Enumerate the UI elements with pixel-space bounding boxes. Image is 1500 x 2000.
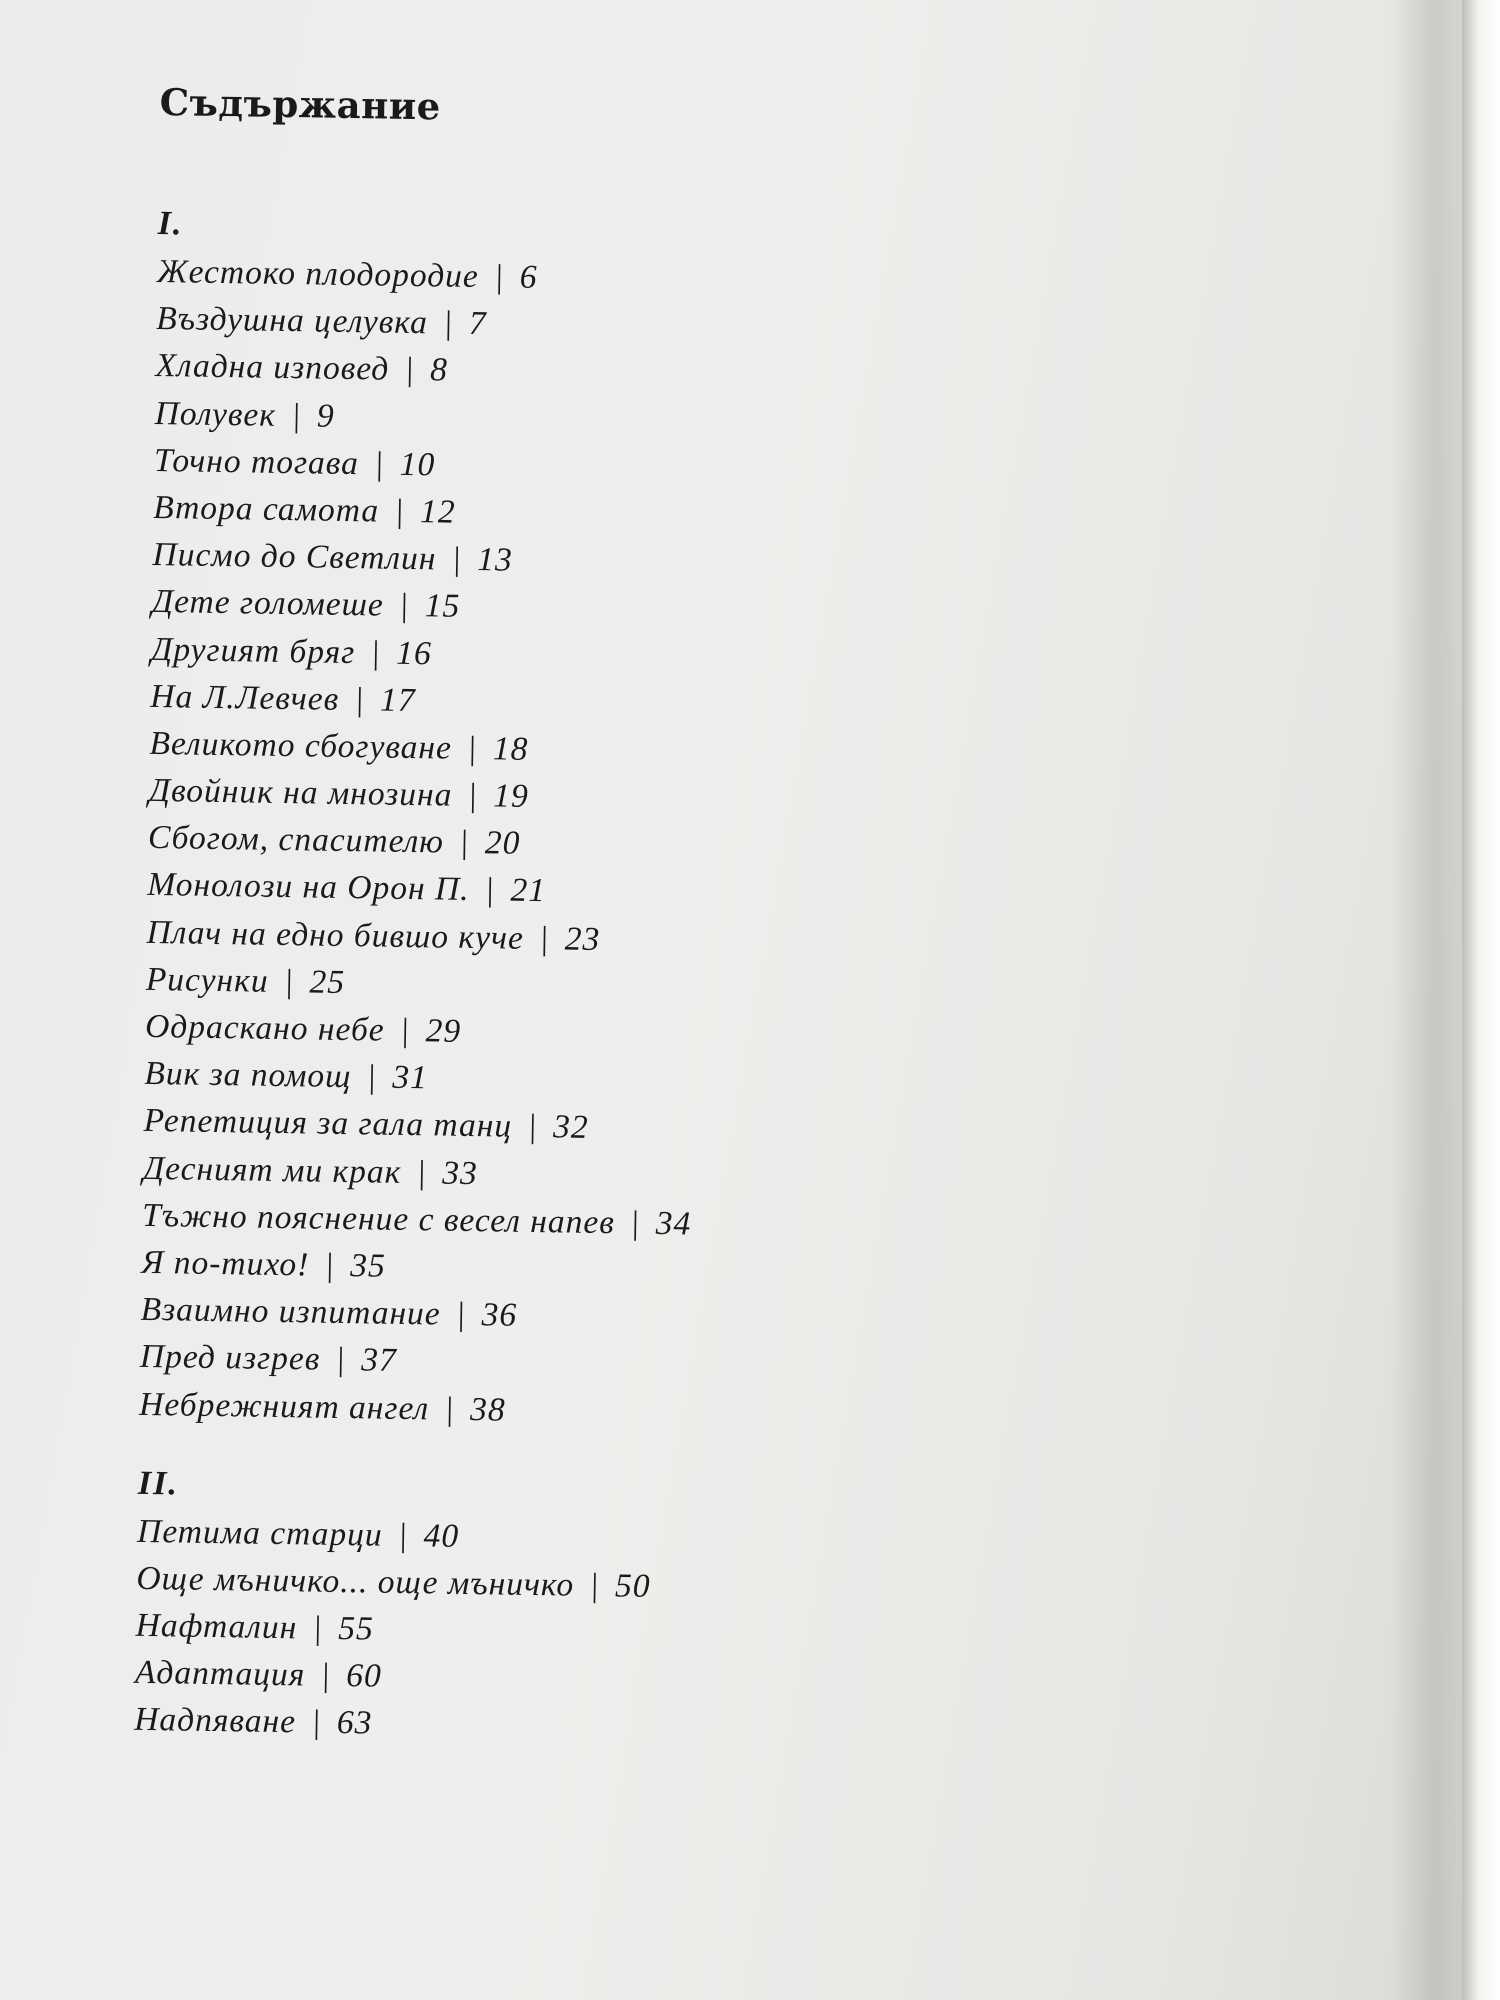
separator: | [366,1058,378,1096]
separator: | [455,1295,467,1334]
entry-page-number: 36 [481,1296,518,1334]
toc-title: Съдържание [159,80,442,129]
entry-page-number: 29 [425,1012,462,1050]
entry-page-number: 10 [399,445,436,484]
entry-page-number: 38 [469,1390,506,1429]
separator: | [397,1516,409,1554]
entry-page-number: 25 [309,963,346,1001]
entry-page-number: 12 [419,493,456,531]
entry-page-number: 7 [468,305,487,343]
entry-title: Десният ми крак [142,1149,402,1191]
toc-section-1 [139,200,1058,1442]
entry-title: Тъжно пояснение с весел напев [141,1196,616,1242]
entry-title: Хладна изповед [155,347,390,389]
separator: | [459,824,470,862]
entry-title: Я по-тихо! [141,1243,310,1284]
separator: | [312,1609,324,1647]
entry-page-number: 63 [336,1704,373,1742]
separator: | [589,1566,600,1604]
entry-page-number: 18 [492,730,529,768]
entry-page-number: 33 [442,1154,479,1192]
entry-page-number: 8 [429,351,449,389]
separator: | [394,492,406,530]
entry-page-number: 23 [564,920,601,958]
entry-page-number: 17 [379,681,416,719]
entry-page-number: 60 [345,1657,383,1695]
entry-page-number: 21 [510,872,547,910]
entry-page-number: 31 [392,1058,429,1097]
entry-title: Пред изгрев [139,1338,321,1378]
separator: | [467,776,479,815]
entry-title: Монолози на Орон П. [147,866,470,909]
entry-title: Одраскано небе [144,1007,386,1049]
entry-title: Жестоко плодородие [156,252,480,296]
separator: | [324,1246,336,1284]
page-edge [1462,0,1500,2000]
entry-title: Писмо до Светлин [152,536,437,578]
entry-title: Двойник на мнозина [148,771,453,814]
entry-page-number: 35 [350,1247,387,1285]
entry-title: Точно тогава [153,441,360,482]
entry-title: Втора самота [152,488,380,530]
separator: | [335,1341,347,1379]
entry-page-number: 32 [552,1108,589,1147]
entry-page-number: 16 [395,634,433,672]
separator: | [320,1656,332,1695]
entry-title: Вик за помощ [144,1055,352,1096]
separator: | [416,1153,428,1191]
entry-title: Нафталин [135,1606,298,1647]
separator: | [373,445,385,483]
toc-entry-list [139,248,1057,1442]
entry-page-number: 19 [493,777,530,815]
separator: | [370,633,382,672]
entry-title: Репетиция за гала танц [143,1102,513,1146]
entry-page-number: 55 [338,1610,375,1648]
entry-title: Петима старци [136,1512,384,1554]
entry-page-number: 40 [423,1517,460,1555]
entry-page-number: 50 [614,1567,651,1605]
separator: | [399,1011,411,1050]
toc-entry-list [134,1508,1038,1758]
entry-title: Великото сбогуване [149,724,453,767]
separator: | [629,1204,641,1242]
separator: | [467,729,478,767]
separator: | [283,962,295,1001]
separator: | [444,1390,456,1428]
entry-title: Дете голомеше [151,583,385,624]
separator: | [538,919,550,957]
entry-title: Адаптация [134,1654,306,1694]
entry-title: Плач на едно бившо куче [146,913,525,957]
entry-page-number: 6 [519,258,538,296]
separator: | [398,587,410,625]
separator: | [404,351,416,389]
toc-section-2 [134,1460,1038,1758]
entry-title: Другият бряг [150,630,356,671]
entry-page-number: 34 [655,1204,692,1243]
separator: | [311,1704,322,1742]
entry-page-number: 37 [360,1341,398,1380]
entry-title: Надпяване [133,1701,297,1741]
separator: | [442,304,454,342]
entry-page-number: 13 [477,541,514,579]
section-heading: I. [157,204,184,243]
section-heading: II. [137,1464,180,1503]
separator: | [527,1108,539,1146]
entry-title: Взаимно изпитание [140,1290,442,1333]
table-of-contents [134,80,1060,1758]
entry-page-number: 20 [484,824,521,863]
separator: | [291,396,302,434]
entry-page-number: 15 [424,587,461,626]
separator: | [451,540,463,578]
entry-title: Още мъничко... още мъничко [136,1559,575,1604]
separator: | [493,258,505,296]
entry-title: Рисунки [145,960,269,1000]
entry-title: Полувек [154,394,277,434]
entry-page-number: 9 [316,397,335,435]
entry-title: Сбогом, спасителю [147,819,445,861]
separator: | [484,871,496,909]
entry-title: Въздушна целувка [155,300,429,342]
entry-title: На Л.Левчев [150,677,340,718]
separator: | [354,680,366,718]
entry-title: Небрежният ангел [138,1385,430,1427]
